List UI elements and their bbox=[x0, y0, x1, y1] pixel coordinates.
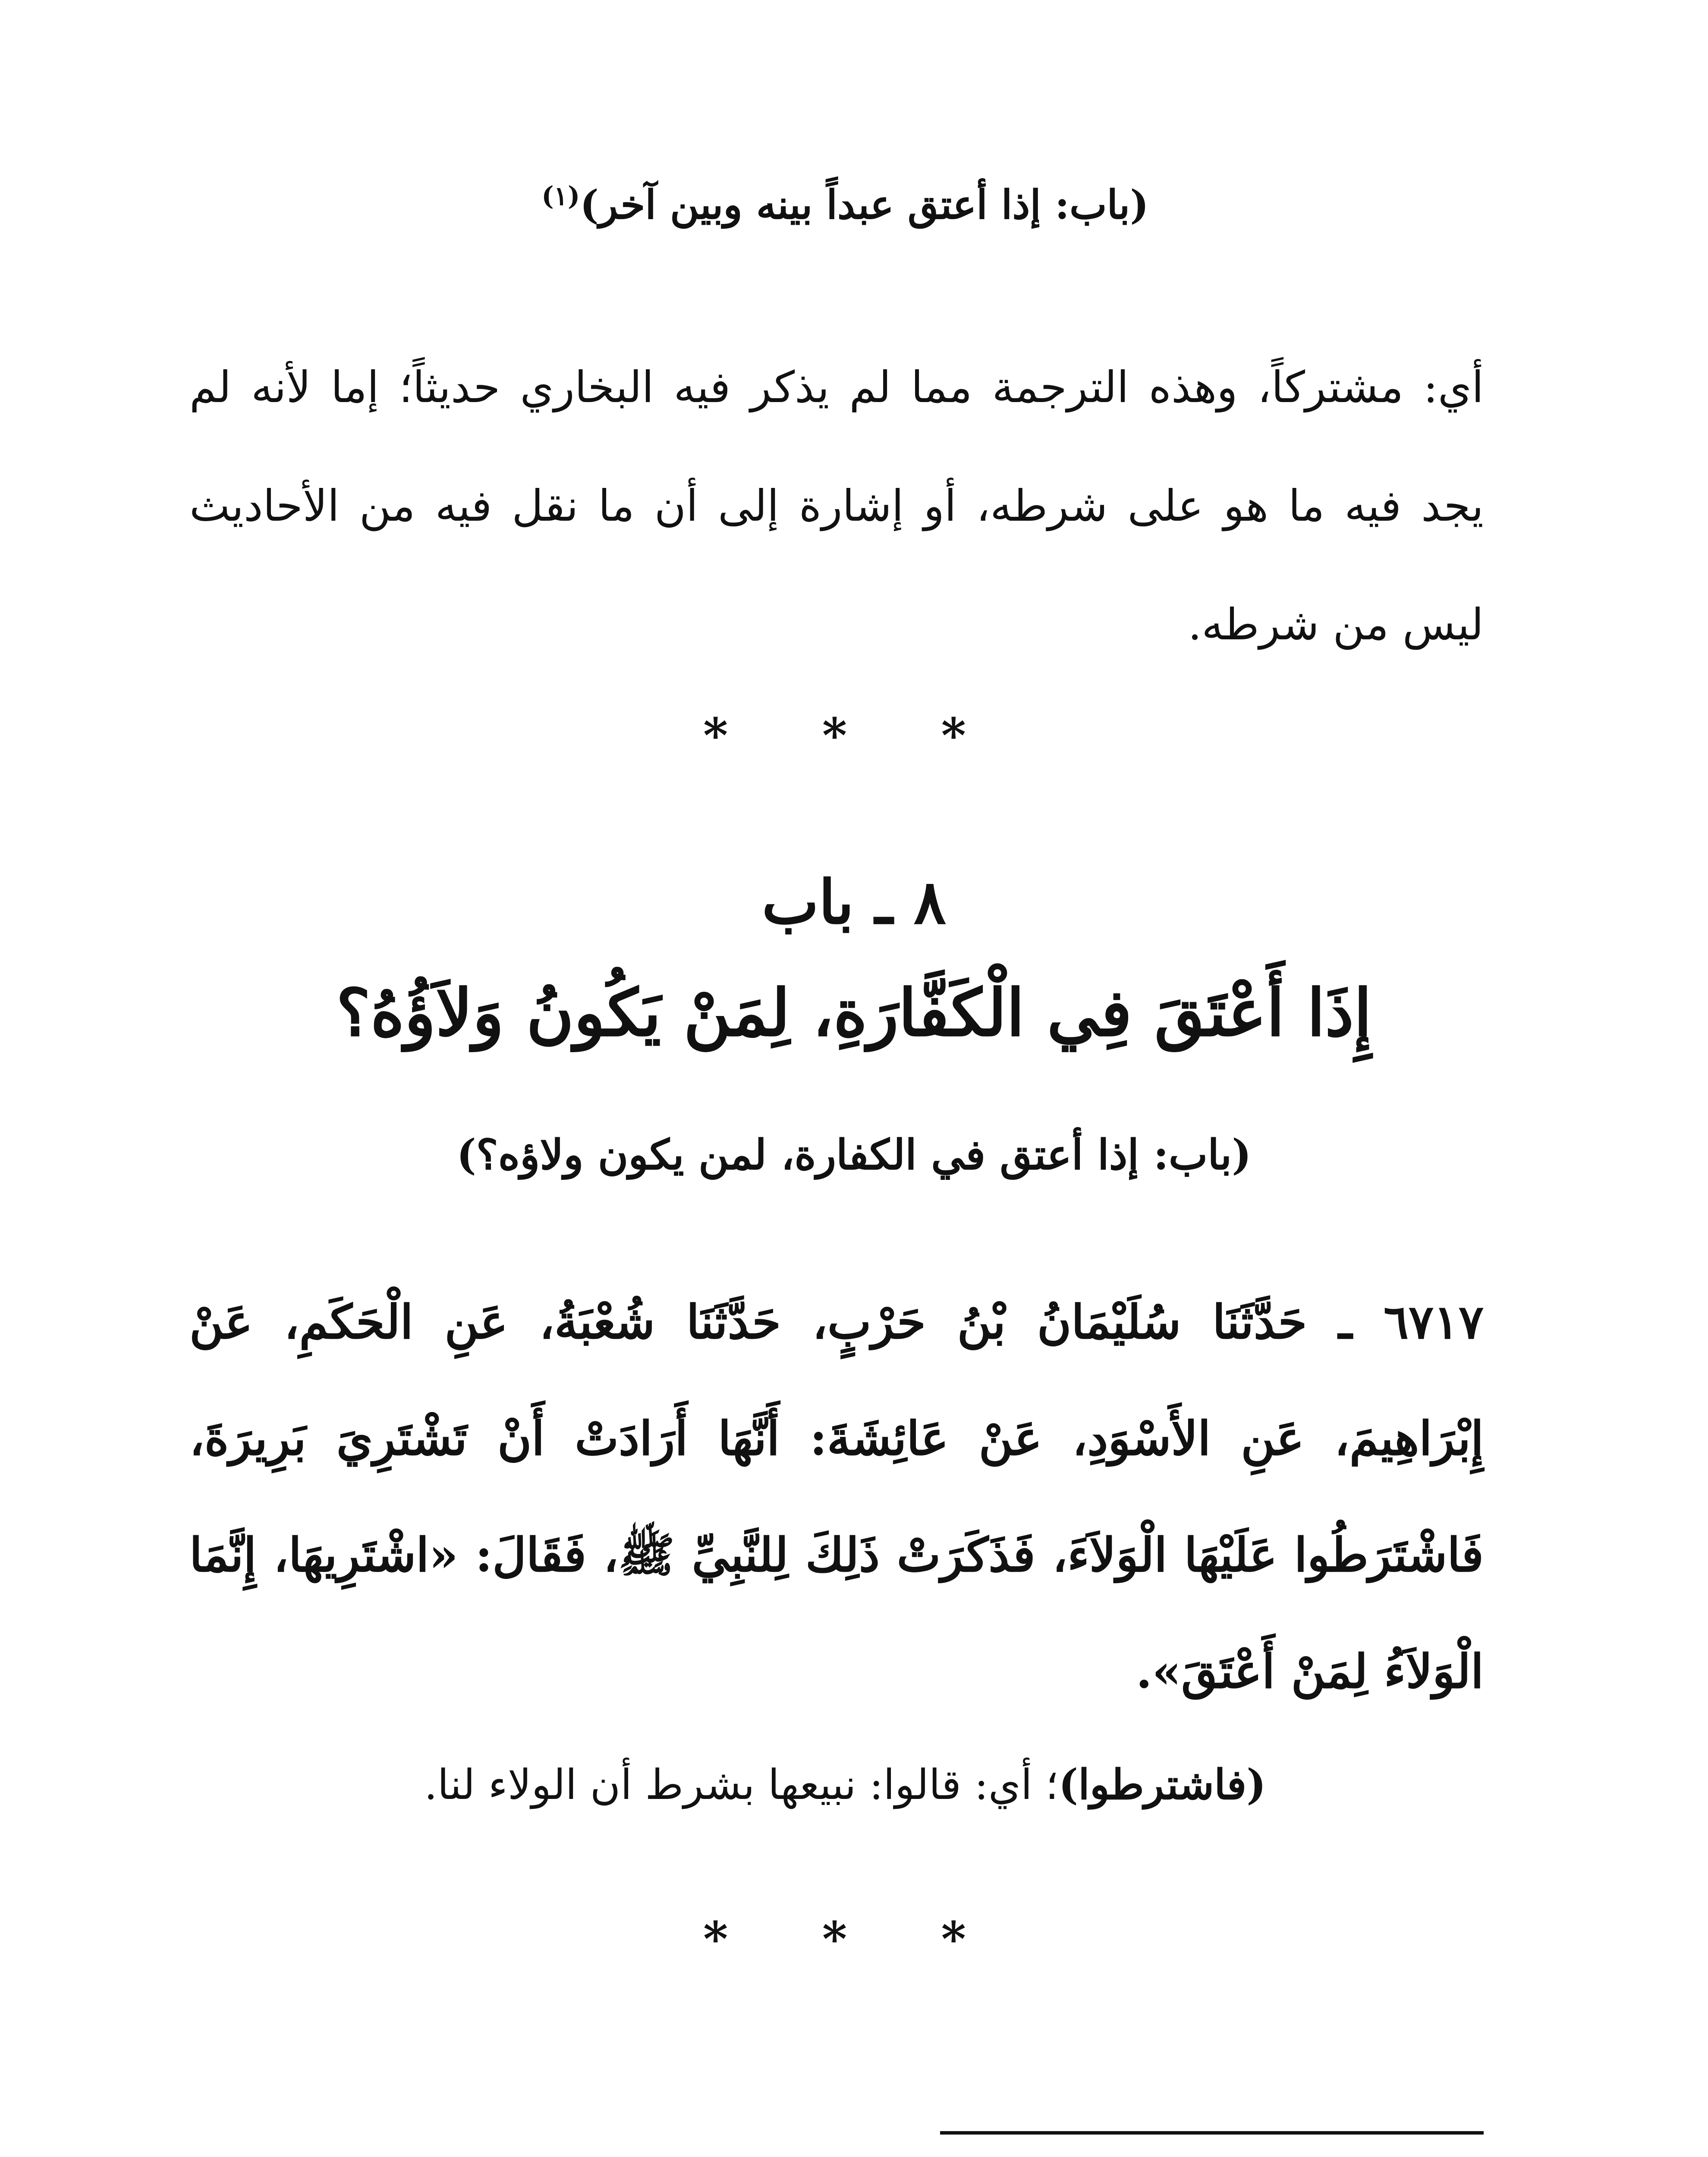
chapter-number: ٨ ـ باب bbox=[761, 867, 947, 938]
separator-stars-2: * * * bbox=[703, 1911, 1005, 1967]
section-heading bbox=[371, 181, 1320, 228]
chapter-title: إِذَا أَعْتَقَ فِي الْكَفَّارَةِ، لِمَنْ يَكُونُ وَلاَؤُهُ؟ bbox=[336, 975, 1372, 1051]
footnote-marker[interactable]: (١) bbox=[541, 181, 580, 211]
separator-stars: * * * bbox=[703, 707, 1005, 763]
hadith-text: ٦٧١٧ ـ حَدَّثَنَا سُلَيْمَانُ بْنُ حَرْبٍ، حَدَّثَنَا شُعْبَةُ، عَنِ الْحَكَمِ، عَنْ إِبْرَاهِيمَ، عَنِ الأَسْوَدِ، عَنْ عَائِشَةَ: أَنَّهَا أَرَادَتْ أَنْ تَشْتَرِيَ بَرِيرَةَ، فَاشْتَرَطُوا عَلَيْهَا الْوَلاَءَ، فَذَكَرَتْ ذَلِكَ لِلنَّبِيِّ ﷺ، فَقَالَ: «اشْتَرِيهَا، إِنَّمَا الْوَلاَءُ لِمَنْ أَعْتَقَ». bbox=[189, 1295, 1484, 1699]
commentary-explanation: ؛ أي: قالوا: نبيعها بشرط أن الولاء لنا. bbox=[424, 1761, 1059, 1809]
commentary-paragraph: أي: مشتركاً، وهذه الترجمة مما لم يذكر فيه البخاري حديثاً؛ إما لأنه لم يجد فيه ما هو على شرطه، أو إشارة إلى أن ما نقل فيه من الأحاديث ليس من شرطه. bbox=[189, 362, 1484, 650]
hadith-commentary bbox=[371, 1760, 1320, 1809]
footnote-divider bbox=[940, 2131, 1484, 2135]
section-heading-text: (باب: إذا أعتق عبداً بينه وبين آخر) bbox=[580, 181, 1149, 228]
commentary-term: (فاشترطوا) bbox=[1058, 1760, 1266, 1809]
chapter-subtitle: (باب: إذا أعتق في الكفارة، لمن يكون ولاؤه؟) bbox=[456, 1130, 1252, 1179]
